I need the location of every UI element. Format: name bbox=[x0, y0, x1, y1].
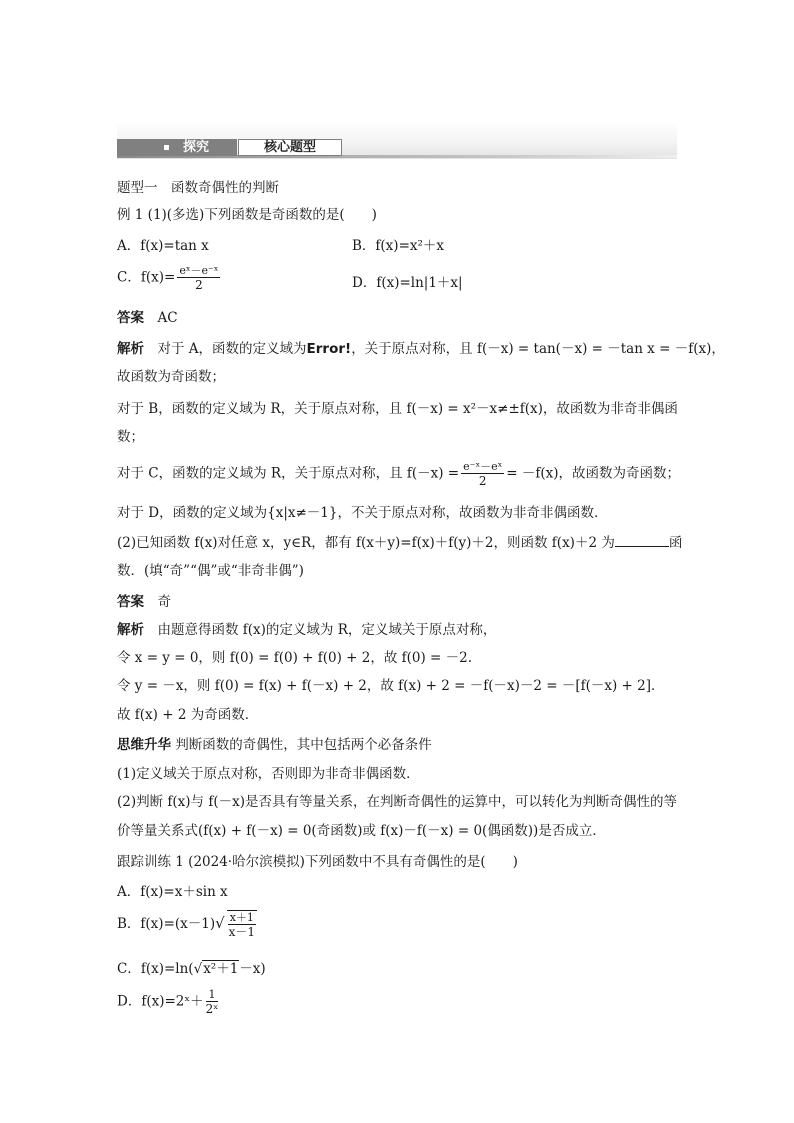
section-tab-core-types bbox=[238, 139, 342, 156]
fraction bbox=[461, 460, 504, 488]
practice-option-b bbox=[117, 910, 259, 939]
option-label: B． bbox=[117, 916, 141, 932]
analysis-b-line2 bbox=[117, 428, 144, 446]
answer-value: 奇 bbox=[157, 594, 171, 610]
option-label: C． bbox=[117, 269, 141, 286]
answer-value: AC bbox=[157, 310, 178, 326]
analysis-c bbox=[117, 460, 680, 488]
thinking-p2a bbox=[117, 793, 677, 811]
option-label: D． bbox=[352, 275, 377, 291]
thinking-title: 思维升华 bbox=[117, 737, 171, 753]
analysis-text: ，关于原点对称，且 f(－x) = tan(－x) = －tan x = －f(x)， bbox=[351, 341, 725, 357]
fraction bbox=[206, 988, 219, 1016]
option-text: f(x)=x²＋x bbox=[375, 238, 445, 254]
practice-stem bbox=[117, 853, 518, 871]
analysis-text: 对于 B，函数的定义域为 R，关于原点对称，且 f(－x) = x²－x≠±f(x)，故函数为非奇非偶函 bbox=[117, 401, 678, 417]
analysis2-line2 bbox=[117, 649, 472, 667]
fraction-denominator: 2ˣ bbox=[205, 1002, 219, 1016]
analysis2-line1 bbox=[117, 621, 496, 639]
fraction-denominator: 2 bbox=[478, 474, 487, 488]
analysis-d bbox=[117, 504, 607, 522]
analysis-text: 对于 A，函数的定义域为 bbox=[157, 341, 307, 357]
fraction bbox=[177, 264, 220, 292]
analysis-text: 对于 D，函数的定义域为{x|x≠－1}，不关于原点对称，故函数为非奇非偶函数． bbox=[117, 505, 608, 521]
option-text: f(x)= bbox=[140, 269, 176, 286]
answer-label: 答案 bbox=[117, 594, 144, 610]
radical-sign-icon: √ bbox=[215, 914, 225, 932]
part2-line2 bbox=[117, 562, 304, 580]
analysis-text: 故函数为奇函数； bbox=[117, 369, 225, 385]
thinking-title-line bbox=[117, 736, 432, 754]
option-label: A． bbox=[117, 238, 141, 254]
option-text: f(x)=2ˣ＋ bbox=[141, 993, 204, 1010]
question-text: 函 bbox=[668, 535, 683, 551]
analysis-text: 数； bbox=[117, 429, 144, 445]
option-text: f(x)=tan x bbox=[140, 238, 209, 254]
option-label: A． bbox=[117, 884, 141, 900]
thinking-text: 价等量关系式(f(x) + f(－x) = 0(奇函数)或 f(x)－f(－x) = 0(偶函数))是否成立． bbox=[117, 823, 606, 839]
answer2-line bbox=[117, 593, 171, 611]
fraction-denominator: 2 bbox=[195, 278, 203, 292]
answer-label: 答案 bbox=[117, 310, 144, 326]
analysis-label: 解析 bbox=[117, 622, 144, 638]
option-text: f(x)=ln( bbox=[140, 961, 194, 977]
question-text: 数．(填“奇”“偶”或“非奇非偶”) bbox=[117, 563, 304, 579]
analysis-text: 故 f(x) + 2 为奇函数． bbox=[117, 707, 259, 723]
practice-stem-text: 跟踪训练 1 (2024·哈尔滨模拟)下列函数中不具有奇偶性的是( ) bbox=[117, 854, 518, 870]
analysis-text: 令 y = －x，则 f(0) = f(x) + f(－x) + 2，故 f(x) + 2 = －f(－x)－2 = －[f(－x) + 2]． bbox=[117, 678, 665, 694]
fraction-denominator: x－1 bbox=[228, 925, 255, 939]
option-text: f(x)=x＋sin x bbox=[140, 884, 228, 900]
analysis2-line3 bbox=[117, 677, 665, 695]
practice-option-a bbox=[117, 883, 228, 901]
square-bullet-icon bbox=[164, 145, 169, 150]
part2-line1 bbox=[117, 534, 682, 552]
radical-sign-icon: √ bbox=[193, 961, 203, 977]
practice-option-d bbox=[117, 988, 220, 1016]
section-tab-explore-label: 探究 bbox=[183, 140, 210, 155]
fraction-numerator: x＋1 bbox=[229, 911, 254, 924]
section-title bbox=[117, 179, 279, 197]
option-label: D． bbox=[117, 993, 142, 1010]
answer-blank bbox=[615, 534, 669, 547]
analysis-a-line1 bbox=[117, 340, 725, 358]
radical-fraction bbox=[227, 910, 257, 939]
fraction-numerator: eˣ－e⁻ˣ bbox=[179, 264, 219, 277]
option-text: f(x)=ln|1＋x| bbox=[376, 275, 463, 291]
analysis-text: 令 x = y = 0，则 f(0) = f(0) + f(0) + 2，故 f(0) = －2. bbox=[117, 650, 473, 666]
analysis-text: 对于 C，函数的定义域为 R，关于原点对称，且 f(－x) = bbox=[117, 465, 460, 482]
example-stem bbox=[117, 206, 377, 224]
option-label: B． bbox=[352, 238, 376, 254]
section-tab-explore bbox=[117, 139, 237, 156]
option-b bbox=[352, 237, 444, 255]
option-a bbox=[117, 237, 209, 255]
section-title-text: 题型一 函数奇偶性的判断 bbox=[117, 180, 279, 196]
example-stem-text: 例 1 (1)(多选)下列函数是奇函数的是( ) bbox=[117, 207, 377, 223]
analysis-b-line1 bbox=[117, 400, 678, 418]
radicand: x²＋1 bbox=[203, 961, 239, 977]
thinking-p2b bbox=[117, 822, 606, 840]
option-text: f(x)=(x－1) bbox=[140, 916, 216, 932]
thinking-p1 bbox=[117, 765, 420, 783]
error-token: Error! bbox=[306, 341, 352, 357]
answer-line bbox=[117, 309, 178, 327]
thinking-intro: 判断函数的奇偶性，其中包括两个必备条件 bbox=[175, 737, 432, 753]
option-c bbox=[117, 264, 222, 292]
analysis-text: = －f(x)，故函数为奇函数； bbox=[506, 465, 681, 482]
fraction-numerator: e⁻ˣ－eˣ bbox=[463, 460, 503, 473]
practice-option-c bbox=[117, 960, 266, 978]
thinking-text: (2)判断 f(x)与 f(－x)是否具有等量关系，在判断奇偶性的运算中，可以转化为判断奇偶性的等 bbox=[117, 794, 677, 810]
option-d bbox=[352, 274, 463, 292]
question-text: (2)已知函数 f(x)对任意 x，y∈R，都有 f(x＋y)=f(x)＋f(y)＋2，则函数 f(x)＋2 为 bbox=[117, 535, 615, 551]
fraction-numerator: 1 bbox=[206, 988, 219, 1002]
analysis-text: 由题意得函数 f(x)的定义域为 R，定义域关于原点对称， bbox=[157, 622, 497, 638]
option-text: －x) bbox=[239, 961, 266, 977]
analysis-a-line2 bbox=[117, 368, 225, 386]
option-label: C． bbox=[117, 961, 141, 977]
section-tab-core-types-label: 核心题型 bbox=[263, 140, 316, 155]
analysis2-line4 bbox=[117, 706, 258, 724]
thinking-text: (1)定义域关于原点对称，否则即为非奇非偶函数． bbox=[117, 766, 420, 782]
analysis-label: 解析 bbox=[117, 341, 144, 357]
